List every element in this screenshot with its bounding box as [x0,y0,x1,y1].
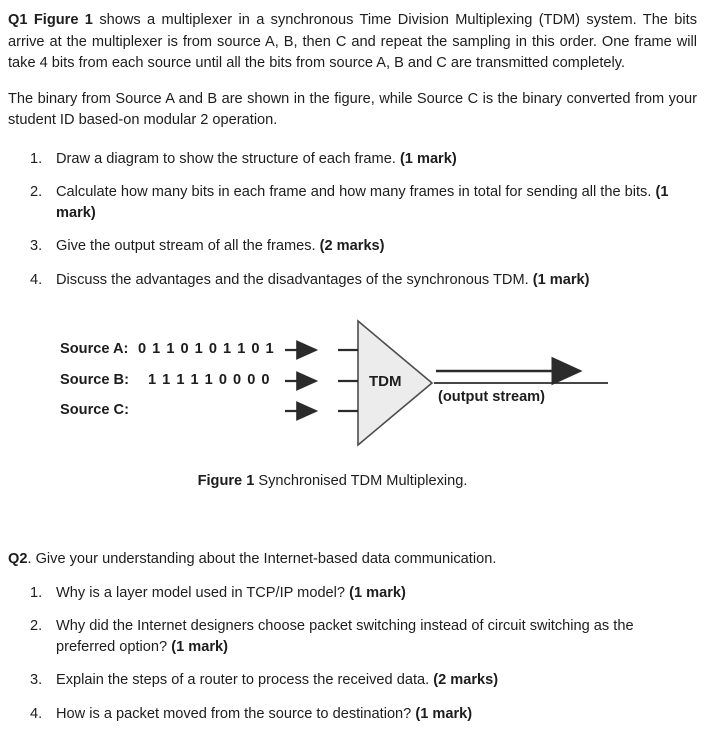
item-number: 4. [30,705,43,722]
source-b-bits: 1 1 1 1 1 0 0 0 0 [148,371,271,388]
list-item [30,236,697,257]
q1-second-paragraph: The binary from Source A and B are shown in the figure, while Source C is the binary converted from your student ID based-on modular 2 operation. [8,90,697,129]
mux-label: TDM [369,372,402,390]
marks-badge: (2 marks) [433,672,499,689]
item-number: 2. [30,184,43,201]
q1-intro-text: shows a multiplexer in a synchronous Time Division Multiplexing (TDM) system. The bits arrive at the multiplexer is from source A, B, then C and repeat the sampling in this order. One frame will take 4 bits from each source until all the bits from source A, B and C are transmitted completely. [8,12,698,72]
list-item [30,149,697,170]
q1-question-list [30,149,697,291]
q1-intro-paragraph [8,10,697,75]
marks-badge: (1 mark) [415,705,473,722]
figure-caption-text: Synchronised TDM Multiplexing. [258,472,468,489]
marks-badge: (2 marks) [319,238,385,255]
q2-intro-text: . Give your understanding about the Internet-based data communication. [27,550,497,567]
source-b-label: Source B: [60,371,129,388]
q2-heading [8,549,697,570]
marks-badge: (1 mark) [171,639,228,656]
item-number: 3. [30,238,43,255]
source-c-label: Source C: [60,401,129,418]
item-text [56,270,697,291]
question-text: Explain the steps of a router to process the received data. [56,672,430,689]
marks-badge: (1 mark) [349,584,406,601]
output-stream-label: (output stream) [438,388,546,405]
item-number: 2. [30,618,43,635]
question-text: Why is a layer model used in TCP/IP model? [56,584,346,601]
q2-question-list [30,583,697,725]
q1-figure-reference: Figure 1 [33,12,93,28]
item-number: 1. [30,584,43,601]
q2-label: Q2 [8,550,28,567]
marks-badge: (1 mark) [56,184,669,222]
q1-label: Q1 [8,12,28,28]
item-text [56,182,697,224]
question-text: Draw a diagram to show the structure of each frame. [56,150,396,167]
item-text [56,236,697,257]
item-text [56,616,697,658]
item-text [56,670,697,691]
question-text: How is a packet moved from the source to destination? [56,705,412,722]
item-number: 4. [30,271,43,288]
list-item [30,270,697,291]
marks-badge: (1 mark) [532,271,590,288]
list-item [30,182,697,224]
list-item [30,670,697,691]
marks-badge: (1 mark) [399,150,457,167]
item-text [56,149,697,170]
question-text: Give the output stream of all the frames. [56,238,316,255]
item-text [56,583,697,604]
question-text: Why did the Internet designers choose packet switching instead of circuit switching as the preferred option? [56,618,634,656]
item-number: 3. [30,672,43,689]
figure-caption [8,473,657,489]
item-text [56,704,697,725]
question-text: Calculate how many bits in each frame and how many frames in total for sending all the bits. [56,184,652,201]
list-item [30,616,697,658]
source-a-bits: 0 1 1 0 1 0 1 1 0 1 [138,340,275,357]
figure-1-tdm-multiplexing [8,317,697,452]
figure-caption-number: Figure 1 [197,472,255,489]
list-item [30,583,697,604]
list-item [30,704,697,725]
source-a-label: Source A: [60,340,129,357]
question-text: Discuss the advantages and the disadvantages of the synchronous TDM. [56,271,529,288]
item-number: 1. [30,150,43,167]
